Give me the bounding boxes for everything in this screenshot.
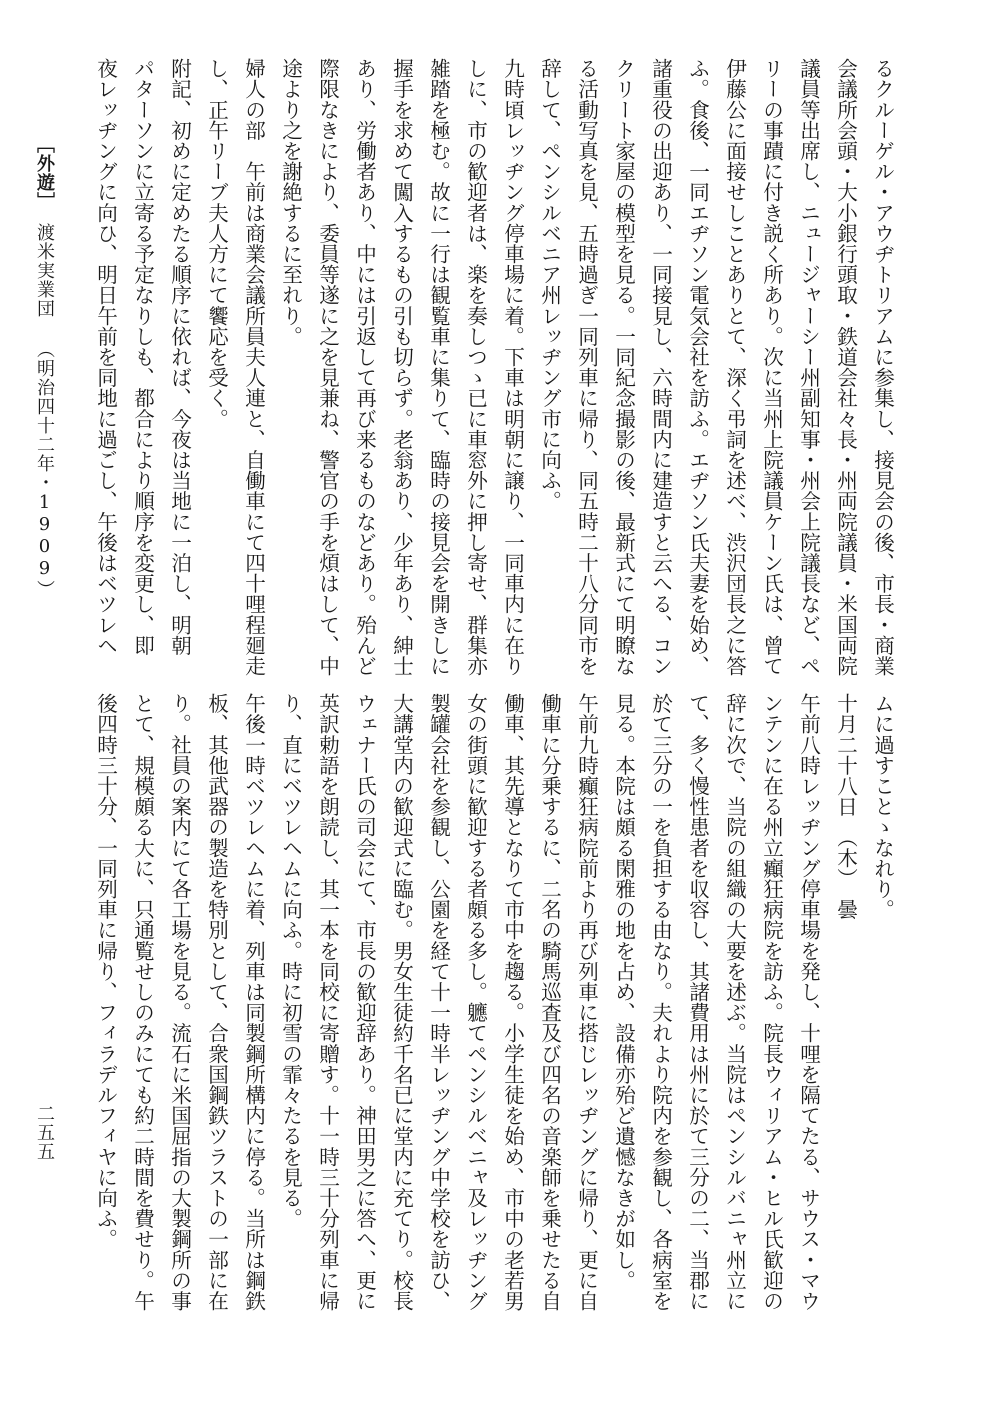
text-line: パターソンに立寄る予定なりしも、都合により順序を変更し、即 (130, 58, 155, 656)
text-line: とて、規模頗る大に、只通覧せしのみにても約二時間を費せり。午 (130, 693, 155, 1311)
date-heading: 十月二十八日 （木） 曇 (833, 693, 858, 920)
text-line: 諸重役の出迎あり、一同接見し、六時間内に建造すと云へる、コン (648, 58, 673, 676)
text-line: り。社員の案内にて各工場を見る。流石に米国屈指の大製鋼所の事 (167, 693, 192, 1311)
text-line: し、正午リーブ夫人方にて饗応を受く。 (204, 58, 229, 429)
era-note: （明治四十二年・1909） (34, 340, 55, 599)
text-line: 板、其他武器の製造を特別として、合衆国鋼鉄ツラストの一部に在 (204, 693, 229, 1311)
text-line: て、多く慢性患者を収容し、其諸費用は州に於て三分の二、当郡に (685, 693, 710, 1311)
text-line: 製罐会社を参観し、公園を経て十一時半レッヂング中学校を訪ひ、 (426, 693, 451, 1311)
text-line: 英訳勅語を朗読し、其一本を同校に寄贈す。十一時三十分列車に帰 (315, 693, 340, 1311)
text-line: 握手を求めて闖入するもの引も切らず。老翁あり、少年あり、紳士 (389, 58, 414, 676)
text-line: 会議所会頭・大小銀行頭取・鉄道会社々長・州両院議員・米国両院 (833, 58, 858, 676)
text-line: ウェナー氏の司会にて、市長の歓迎辞あり。神田男之に答へ、更に (352, 693, 377, 1311)
text-line: 議員等出席し、ニュージャーシー州副知事・州会上院議長など、ペ (796, 58, 821, 676)
text-line: るクルーゲル・アウヂトリアムに参集し、接見会の後、市長・商業 (870, 58, 895, 676)
section-label: ［外遊］ (34, 135, 55, 211)
text-line: 雑踏を極む。故に一行は観覧車に集りて、臨時の接見会を開きしに (426, 58, 451, 676)
text-line: 九時頃レッヂング停車場に着。下車は明朝に譲り、一同車内に在り (500, 58, 525, 676)
text-line: 午後一時ベツレヘムに着、列車は同製鋼所構内に停る。当所は鋼鉄 (241, 693, 266, 1311)
text-line: る活動写真を見、五時過ぎ一同列車に帰り、同五時二十八分同市を (574, 58, 599, 676)
text-line: 夜レッヂングに向ひ、明日午前を同地に過ごし、午後はベツレヘ (93, 58, 118, 656)
text-line: リーの事蹟に付き説く所あり。次に当州上院議員ケーン氏は、曾て (759, 58, 784, 676)
text-line: クリート家屋の模型を見る。一同紀念撮影の後、最新式にて明瞭な (611, 58, 636, 676)
text-line: 辞して、ペンシルベニア州レッヂング市に向ふ。 (537, 58, 562, 512)
text-line: 於て三分の一を負担する由なり。夫れより院内を参観し、各病室を (648, 693, 673, 1311)
text-line: 後四時三十分、一同列車に帰り、フィラデルフィヤに向ふ。 (93, 693, 118, 1250)
text-line: ふ。食後、一同エヂソン電気会社を訪ふ。エヂソン氏夫妻を始め、 (685, 58, 710, 676)
text-line: 見る。本院は頗る閑雅の地を占め、設備亦殆ど遺憾なきが如し。 (611, 693, 636, 1291)
text-line: あり、労働者あり、中には引返して再び来るものなどあり。殆んど (352, 58, 377, 676)
text-line: しに、市の歓迎者は、楽を奏しつゝ已に車窓外に押し寄せ、群集亦 (463, 58, 488, 676)
text-line: 女の街頭に歓迎する者頗る多し。軈てペンシルベニャ及レッヂング (463, 693, 488, 1311)
text-line: 伊藤公に面接せしことありとて、深く弔詞を述べ、渋沢団長之に答 (722, 58, 747, 676)
group-name: 渡米実業団 (34, 223, 55, 318)
text-line: り、直にベツレヘムに向ふ。時に初雪の霏々たるを見る。 (278, 693, 303, 1229)
text-line: 婦人の部 午前は商業会議所員夫人連と、自働車にて四十哩程廻走 (241, 58, 266, 676)
text-line: 途より之を謝絶するに至れり。 (278, 58, 303, 347)
text-line: 午前八時レッヂング停車場を発し、十哩を隔てたる、サウス・マウ (796, 693, 821, 1311)
page-number: 二五五 (34, 1104, 55, 1161)
text-line: 働車に分乗するに、二名の騎馬巡査及び四名の音楽師を乗せたる自 (537, 693, 562, 1311)
text-line: 午前九時癲狂病院前より再び列車に搭じレッヂングに帰り、更に自 (574, 693, 599, 1311)
text-line: 大講堂内の歓迎式に臨む。男女生徒約千名已に堂内に充てり。校長 (389, 693, 414, 1311)
text-line: ンテンに在る州立癲狂病院を訪ふ。院長ウィリアム・ヒル氏歓迎の (759, 693, 784, 1311)
text-line: ムに過すことゝなれり。 (870, 693, 895, 920)
text-line: 附記、初めに定めたる順序に依れば、今夜は当地に一泊し、明朝 (167, 58, 192, 656)
text-line: 働車、其先導となりて市中を趨る。小学生徒を始め、市中の老若男 (500, 693, 525, 1311)
text-line: 辞に次で、当院の組織の大要を述ぶ。当院はペンシルバニャ州立に (722, 693, 747, 1311)
text-line: 際限なきにより、委員等遂に之を見兼ね、警官の手を煩はして、中 (315, 58, 340, 676)
